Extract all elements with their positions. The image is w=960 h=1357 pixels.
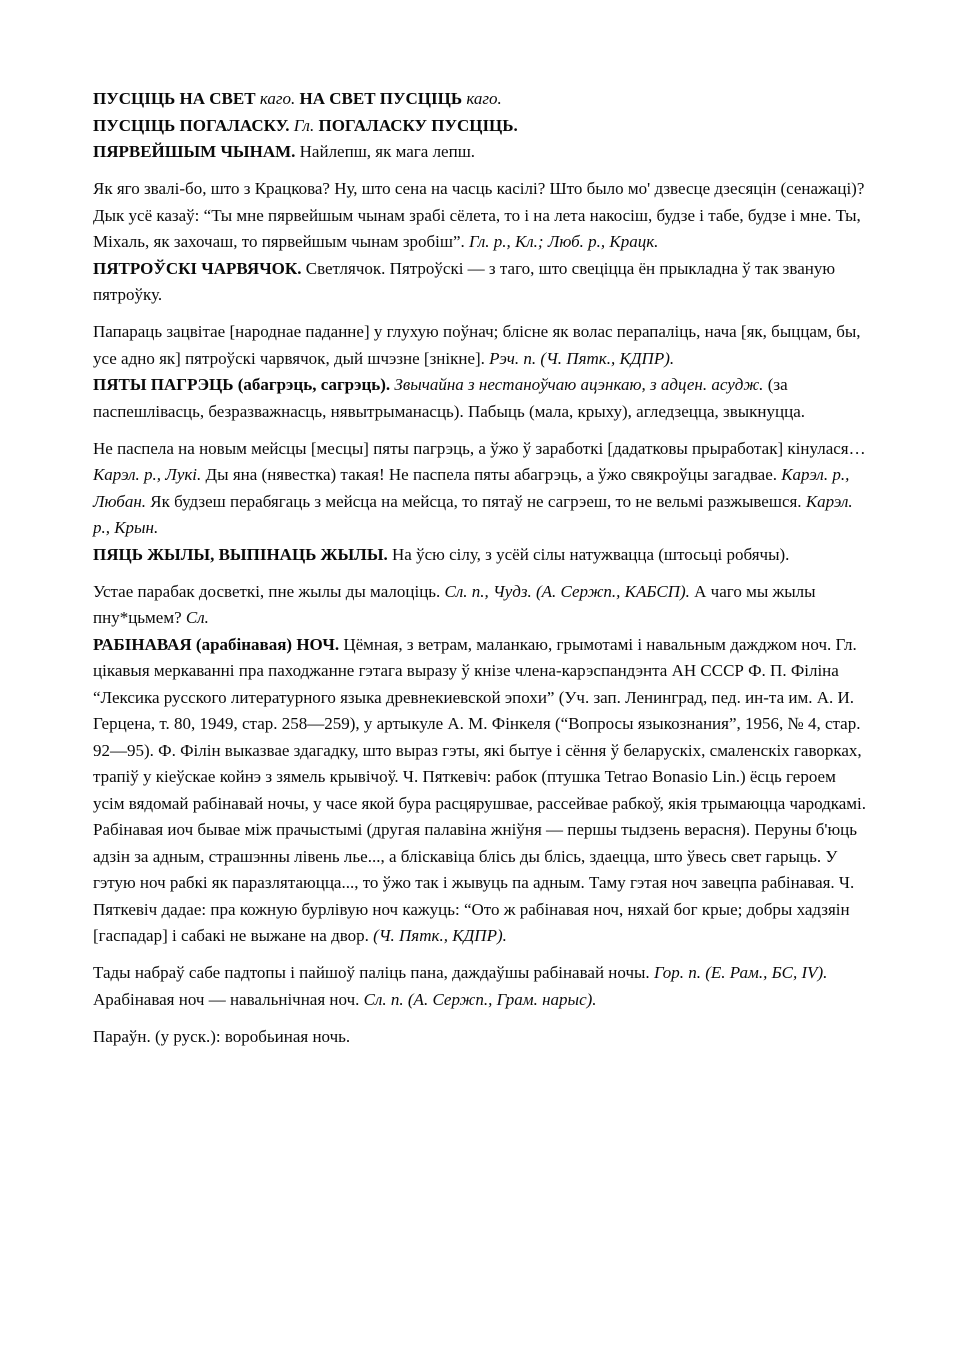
text-run-italic: Карэл. р., Лукі.	[93, 465, 206, 484]
entry-example-paragraph	[93, 960, 868, 1013]
text-run: Ды яна (нявестка) такая! Не паспела пяты абагрэць, а ўжо свякроўцы загадвае.	[205, 465, 782, 484]
entry-example-paragraph	[93, 579, 868, 632]
text-run-bold: ПЯТРОЎСКІ ЧАРВЯЧОК.	[93, 258, 306, 278]
text-run-bold: ПУСЦІЦЬ НА СВЕТ	[93, 89, 260, 108]
text-run: Як яго звалі-бо, што з Крацкова? Ну, што сена на часць касілі? Што было мо' дзвесце дзесяцін (сенажаці)? Дык усё казаў: “Ты мне пярвейшым чынам зрабі сёлета, то і на лета накосіш, будзе і табе, будзе і мне. Ты, Міхаль, як захочаш, то пярвейшым чынам зробіш”.	[93, 179, 865, 251]
text-run-italic: Звычайна з нестаноўчаю ацэнкаю, з адцен. асудж.	[394, 375, 768, 394]
entry-pustsits-na-svet	[93, 86, 868, 113]
text-run: Як будзеш перабягаць з мейсца на мейсца, то пятаў не сагрэеш, то не вельмі разжывешся.	[150, 491, 806, 511]
entry-rabinavaya-noch	[93, 632, 868, 1051]
entry-pustsits-pohalasku	[93, 113, 868, 140]
text-run-bold: ПЯТЫ ПАГРЭЦЬ (абагрэць, сагрэць).	[93, 375, 395, 394]
entry-pyatrouski-charvyachok	[93, 256, 868, 373]
text-run: (за паспешлівасць, безразважнасць, нявытрыманасць). Пабыць (мала, крыху), агледзецца, звыкнуцца.	[93, 375, 806, 421]
text-run-italic: Рэч. п. (Ч. Пятк., КДПР).	[489, 348, 675, 368]
text-run-bold: РАБІНАВАЯ (арабінавая) НОЧ.	[93, 634, 344, 654]
text-run-italic: Гл.	[293, 115, 319, 135]
entry-headword-line	[93, 113, 868, 140]
entry-headword-line	[93, 139, 868, 166]
text-run-italic: Сл. п., Чудз. (А. Сержп., КАБСП).	[444, 581, 695, 601]
text-run-italic: Сл.	[185, 608, 209, 627]
text-run: Найлепш, як мага лепш.	[299, 142, 476, 161]
text-run: Арабінавая ноч — навальнічная ноч.	[93, 989, 364, 1009]
text-run-italic: каго.	[466, 89, 502, 108]
text-run-italic: Гл. р., Кл.; Люб. р., Крацк.	[469, 232, 659, 251]
text-run-italic: Гор. п. (Е. Рам., БС, IV).	[653, 963, 828, 982]
entry-comparison-note	[93, 1024, 868, 1051]
entry-headword-line	[93, 86, 868, 113]
text-run-bold: ПОГАЛАСКУ ПУСЦІЦЬ.	[318, 115, 518, 135]
entry-example-paragraph	[93, 176, 868, 256]
text-run-bold: ПЯРВЕЙШЫМ ЧЫНАМ.	[93, 142, 300, 161]
text-run-bold: ПЯЦЬ ЖЫЛЫ, ВЫПІНАЦЬ ЖЫЛЫ.	[93, 544, 393, 564]
text-run: На ўсю сілу, з усёй сілы натужвацца (штосьці робячы).	[392, 544, 790, 564]
entry-pyaty-pahrets	[93, 372, 868, 542]
entry-example-paragraph	[93, 436, 868, 542]
entry-headword-line	[93, 632, 868, 950]
text-run: Папараць зацвітае [народнае паданне] у глухую поўнач; блісне як волас перапаліць, нача [як, быццам, бы, усе адно як] пятроўскі чарвячок, дый шчэзне [знікне].	[93, 322, 861, 368]
text-run: А чаго мы жылы пну*цьмем?	[93, 581, 816, 627]
text-run: Не паспела на новым мейсцы [месцы] пяты пагрэць, а ўжо ў заработкі [дадатковы прыработак] кінулася…	[93, 438, 866, 458]
text-run-bold: ПУСЦІЦЬ ПОГАЛАСКУ.	[93, 115, 294, 135]
entry-headword-line	[93, 256, 868, 309]
entry-headword-line	[93, 372, 868, 425]
text-run-italic: (Ч. Пятк., КДПР).	[373, 926, 507, 945]
entry-pyarveyshym-chynam	[93, 139, 868, 256]
entry-pyats-zhyly	[93, 542, 868, 632]
text-run-bold: НА СВЕТ ПУСЦІЦЬ	[299, 89, 467, 108]
text-run-italic: Карэл. р., Любан.	[93, 465, 850, 511]
text-run: Параўн. (у руск.): воробьиная ночь.	[93, 1026, 351, 1046]
text-run: Тады набраў сабе падтопы і пайшоў паліць пана, даждаўшы рабінавай ночы.	[93, 963, 654, 982]
text-run-italic: Сл. п. (А. Сержп., Грам. нарыс).	[363, 989, 597, 1009]
text-run: Светлячок. Пятроўскі — з таго, што свеціцца ён прыкладна ў так званую пятроўку.	[93, 258, 836, 304]
text-run: Устае парабак досветкі, пне жылы ды малоціць.	[93, 581, 445, 601]
text-run-italic: каго.	[259, 89, 296, 108]
text-run: Цёмная, з ветрам, маланкаю, грымотамі і навальным дажджом ноч. Гл. цікавыя меркаванні пра паходжанне гэтага выразу ў кнізе члена-карэспандэнта АН СССР Ф. П. Філіна “Лексика русского литературного языка древнекиевской эпохи” (Уч. зап. Ленинград, пед. ин-та им. А. И. Герцена, т. 80, 1949, стар. 258—259), у артыкуле А. М. Фінкеля (“Вопросы языкознания”, 1956, № 4, стар. 92—95). Ф. Філін выказвае здагадку, што выраз гэты, які бытуе і сёння ў беларускіх, смаленскіх гаворках, трапіў у кіеўскае койнэ з зямель крывічоў. Ч. Пяткевіч: рабок (птушка Tetrao Bonasio Lin.) ёсць героем усім вядомай рабінавай ночы, у часе якой бура расцярушвае, рассейвае рабкоў, якія трымаюцца чародкамі. Рабінавая иоч бывае між прачыстымі (другая палавіна жніўня — першы тыдзень верасня). Перуны б'юць адзін за адным, страшэнны лівень лье..., а бліскавіца блісь ды блісь, здаецца, што ўвесь свет гарыць. У гэтую ноч рабкі як паразлятаюцца..., то ўжо так і жывуць па адным. Таму гэтая ноч завецпа рабінавая. Ч. Пяткевіч дадае: пра кожную бурлівую ноч кажуць: “Ото ж рабінавая ноч, няхай бог крые; добры хадзяін [гаспадар] і сабакі не выжане на двор.	[93, 634, 867, 945]
entry-example-paragraph	[93, 319, 868, 372]
entry-headword-line	[93, 542, 868, 569]
text-run-italic: Карэл. р., Крын.	[93, 491, 853, 537]
